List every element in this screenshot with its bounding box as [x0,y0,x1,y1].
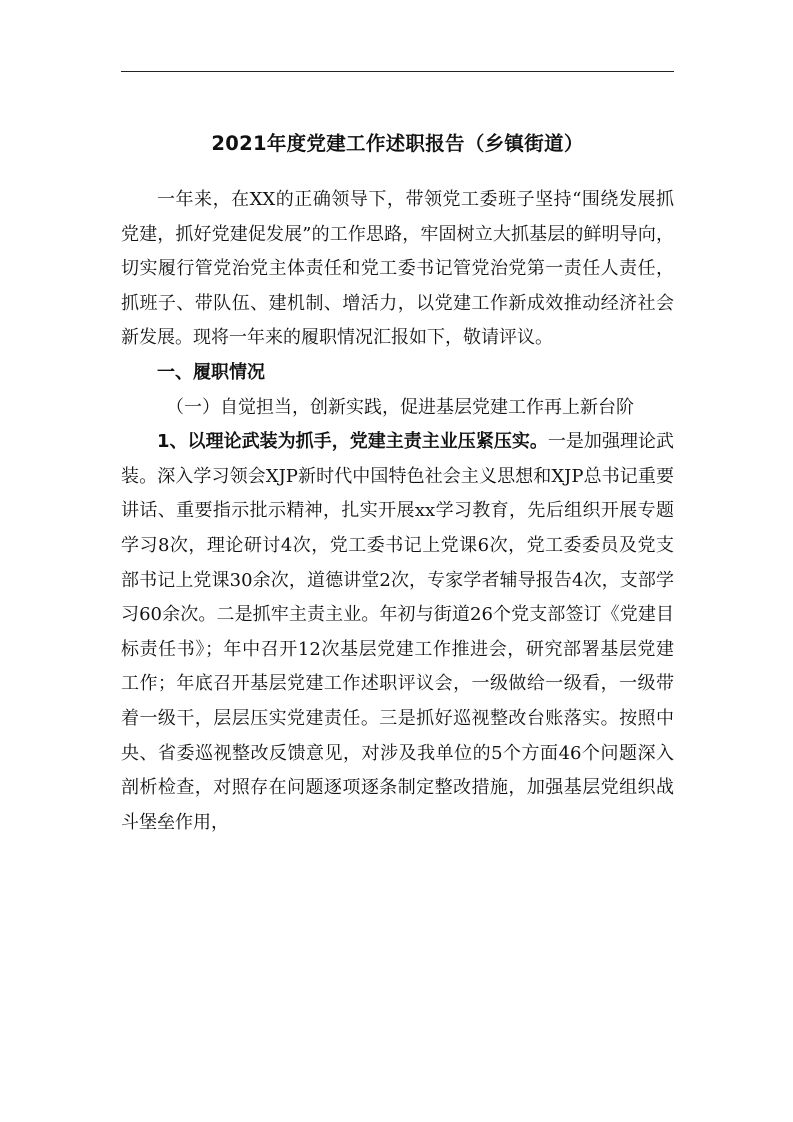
document-title: 2021年度党建工作述职报告（乡镇街道） [211,132,584,155]
section-heading-1: 一、履职情况 [157,361,265,383]
item-1-body: 一是加强理论武装。深入学习领会XJP新时代中国特色社会主义思想和XJP总书记重要讲话、重要指示批示精神，扎实开展xx学习教育，先后组织开展专题学习8次，理论研讨4次，党工委书记上党课6次，党工委委员及党支部书记上党课30余次，道德讲堂2次，专家学者辅导报告4次，支部学习60余次。二是抓牢主责主业。年初与街道26个党支部签订《党建目标责任书》；年中召开12次基层党建工作推进会，研究部署基层党建工作；年底召开基层党建工作述职评议会，一级做给一级看，一级带着一级干，层层压实党建责任。三是抓好巡视整改台账落实。按照中央、省委巡视整改反馈意见，对涉及我单位的5个方面46个问题深入剖析检查，对照存在问题逐项逐条制定整改措施，加强基层党组织战斗堡垒作用， [121,431,674,833]
header-rule [121,71,674,72]
intro-paragraph: 一年来，在XX的正确领导下，带领党工委班子坚持“围绕发展抓党建，抓好党建促发展”的工作思路，牢固树立大抓基层的鲜明导向，切实履行管党治党主体责任和党工委书记管党治党第一责任人责任，抓班子、带队伍、建机制、增活力，以党建工作新成效推动经济社会新发展。现将一年来的履职情况汇报如下，敬请评议。 [121,189,674,349]
item-1-paragraph [121,425,674,840]
subsection-heading-1: （一）自觉担当，创新实践，促进基层党建工作再上新台阶 [166,396,634,418]
item-1-lead: 1、以理论武装为抓手，党建主责主业压紧压实。 [157,431,548,453]
document-body [121,183,674,840]
